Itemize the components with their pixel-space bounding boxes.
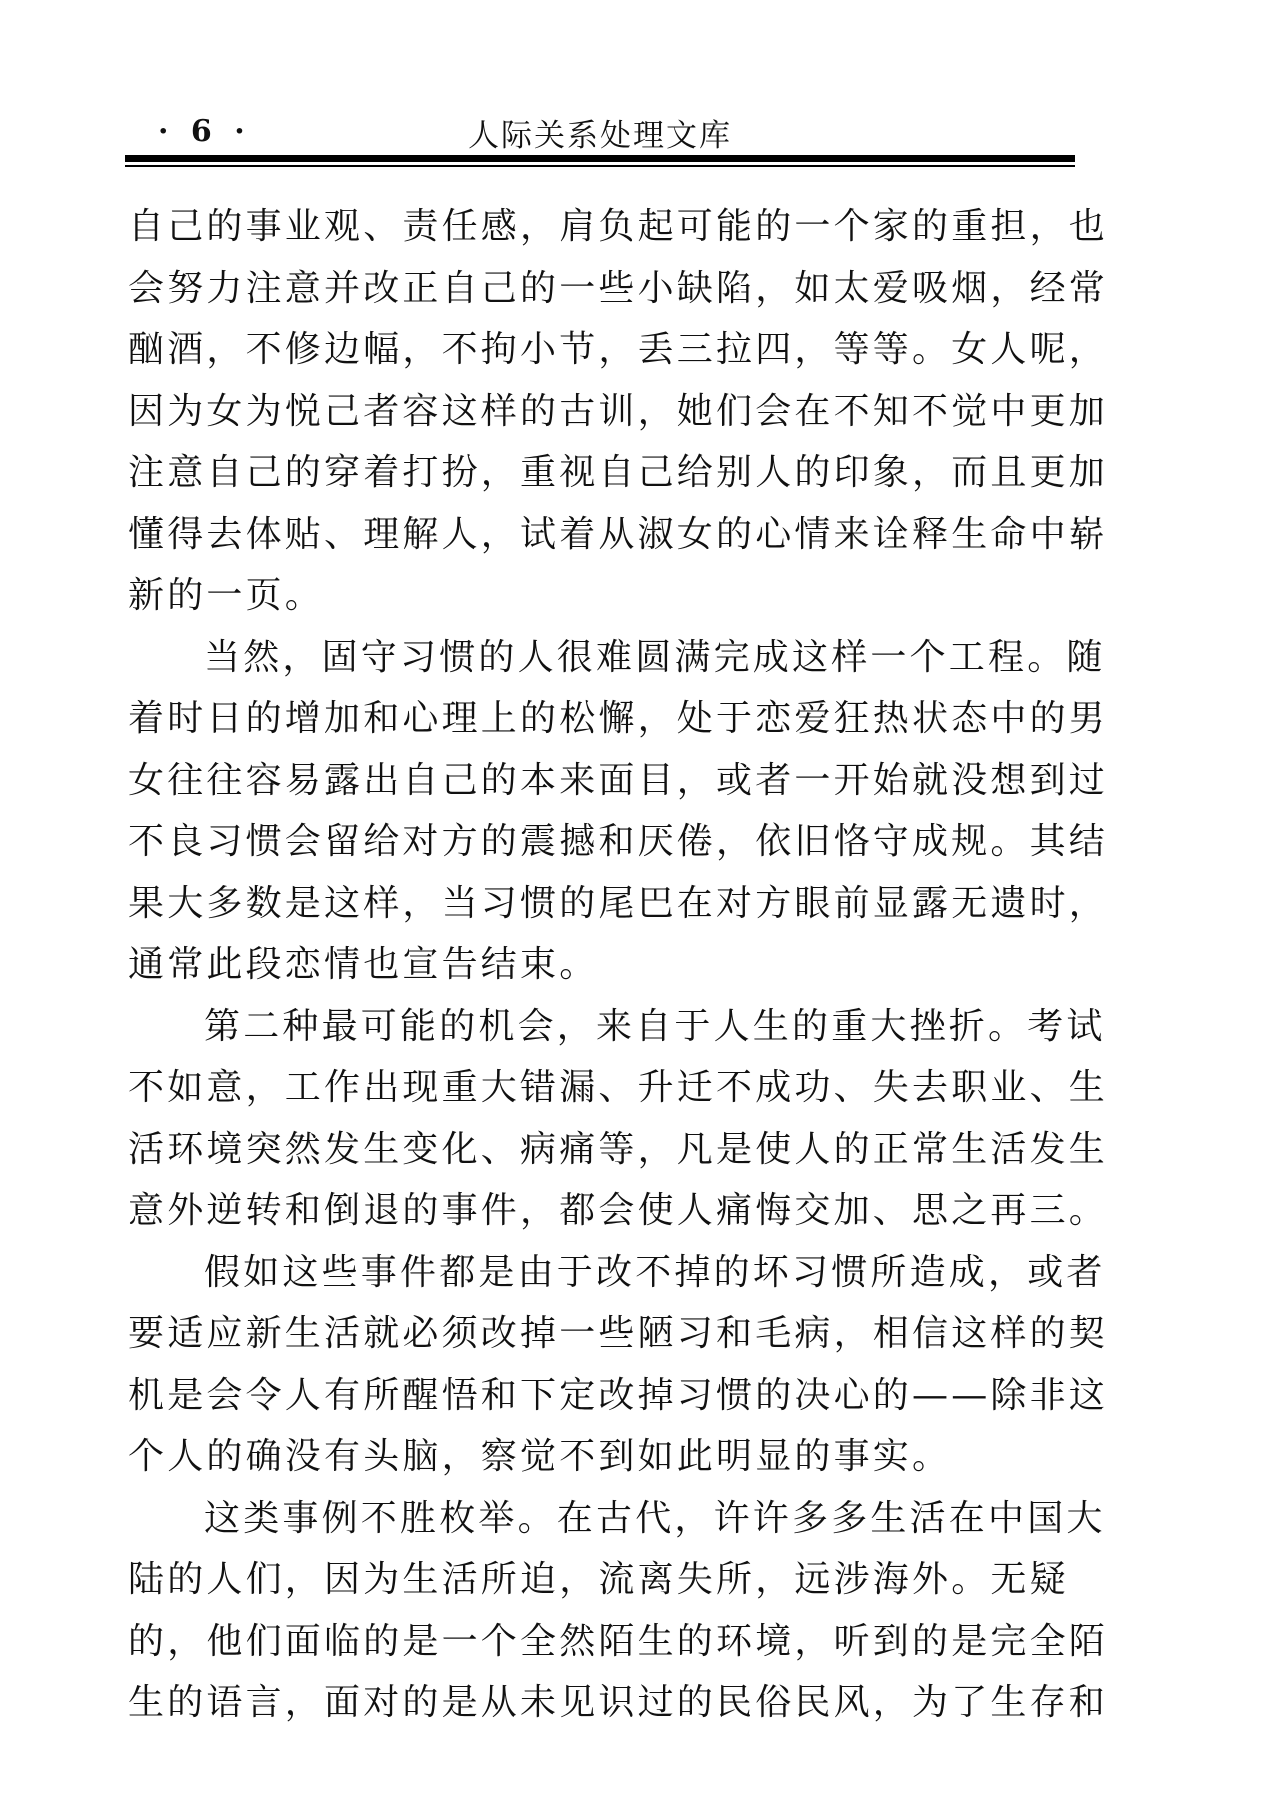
paragraph-first-line: 这类事例不胜枚举。在古代，许许多多生活在中国大 (204, 1497, 1106, 1539)
text-line: 自己的事业观、责任感，肩负起可能的一个家的重担，也 (128, 206, 1109, 247)
text-line: 要适应新生活就必须改掉一些陋习和毛病，相信这样的契 (128, 1313, 1109, 1354)
paragraph-first-line: 假如这些事件都是由于改不掉的坏习惯所造成，或者 (204, 1251, 1106, 1293)
paragraph-first-line: 第二种最可能的机会，来自于人生的重大挫折。考试 (204, 1005, 1106, 1047)
text-line: 酗酒，不修边幅，不拘小节，丢三拉四，等等。女人呢， (128, 329, 1109, 370)
page-header (128, 100, 1070, 154)
text-line: 活环境突然发生变化、病痛等，凡是使人的正常生活发生 (128, 1128, 1109, 1170)
text-line: 陆的人们，因为生活所迫，流离失所，远涉海外。无疑 (128, 1559, 1069, 1600)
header-rule-thick (125, 155, 1075, 162)
text-line: 新的一页。 (128, 575, 325, 616)
text-line: 不良习惯会留给对方的震撼和厌倦，依旧恪守成规。其结 (128, 821, 1109, 862)
page-number: · 6 · (158, 114, 251, 149)
text-line: 个人的确没有头脑，察觉不到如此明显的事实。 (128, 1436, 952, 1477)
text-line: 不如意，工作出现重大错漏、升迁不成功、失去职业、生 (128, 1067, 1109, 1108)
text-line: 会努力注意并改正自己的一些小缺陷，如太爱吸烟，经常 (128, 267, 1109, 309)
text-line: 女往往容易露出自己的本来面目，或者一开始就没想到过 (128, 759, 1109, 801)
text-line: 生的语言，面对的是从未见识过的民俗民风，为了生存和 (128, 1682, 1109, 1723)
text-line: 着时日的增加和心理上的松懈，处于恋爱狂热状态中的男 (128, 698, 1109, 739)
text-line: 懂得去体贴、理解人，试着从淑女的心情来诠释生命中崭 (128, 513, 1109, 555)
header-rule-thin (125, 165, 1075, 167)
text-line: 机是会令人有所醒悟和下定改掉习惯的决心的——除非这 (128, 1374, 1109, 1416)
text-line: 通常此段恋情也宣告结束。 (128, 944, 599, 985)
text-line: 因为女为悦己者容这样的古训，她们会在不知不觉中更加 (128, 390, 1109, 432)
text-line: 注意自己的穿着打扮，重视自己给别人的印象，而且更加 (128, 452, 1109, 493)
body-text (128, 196, 1109, 1734)
paragraph-first-line: 当然，固守习惯的人很难圆满完成这样一个工程。随 (204, 636, 1106, 678)
text-line: 意外逆转和倒退的事件，都会使人痛悔交加、思之再三。 (128, 1190, 1109, 1231)
text-line: 的，他们面临的是一个全然陌生的环境，听到的是完全陌 (128, 1620, 1109, 1662)
running-title: 人际关系处理文库 (468, 118, 732, 154)
text-line: 果大多数是这样，当习惯的尾巴在对方眼前显露无遗时， (128, 882, 1109, 924)
